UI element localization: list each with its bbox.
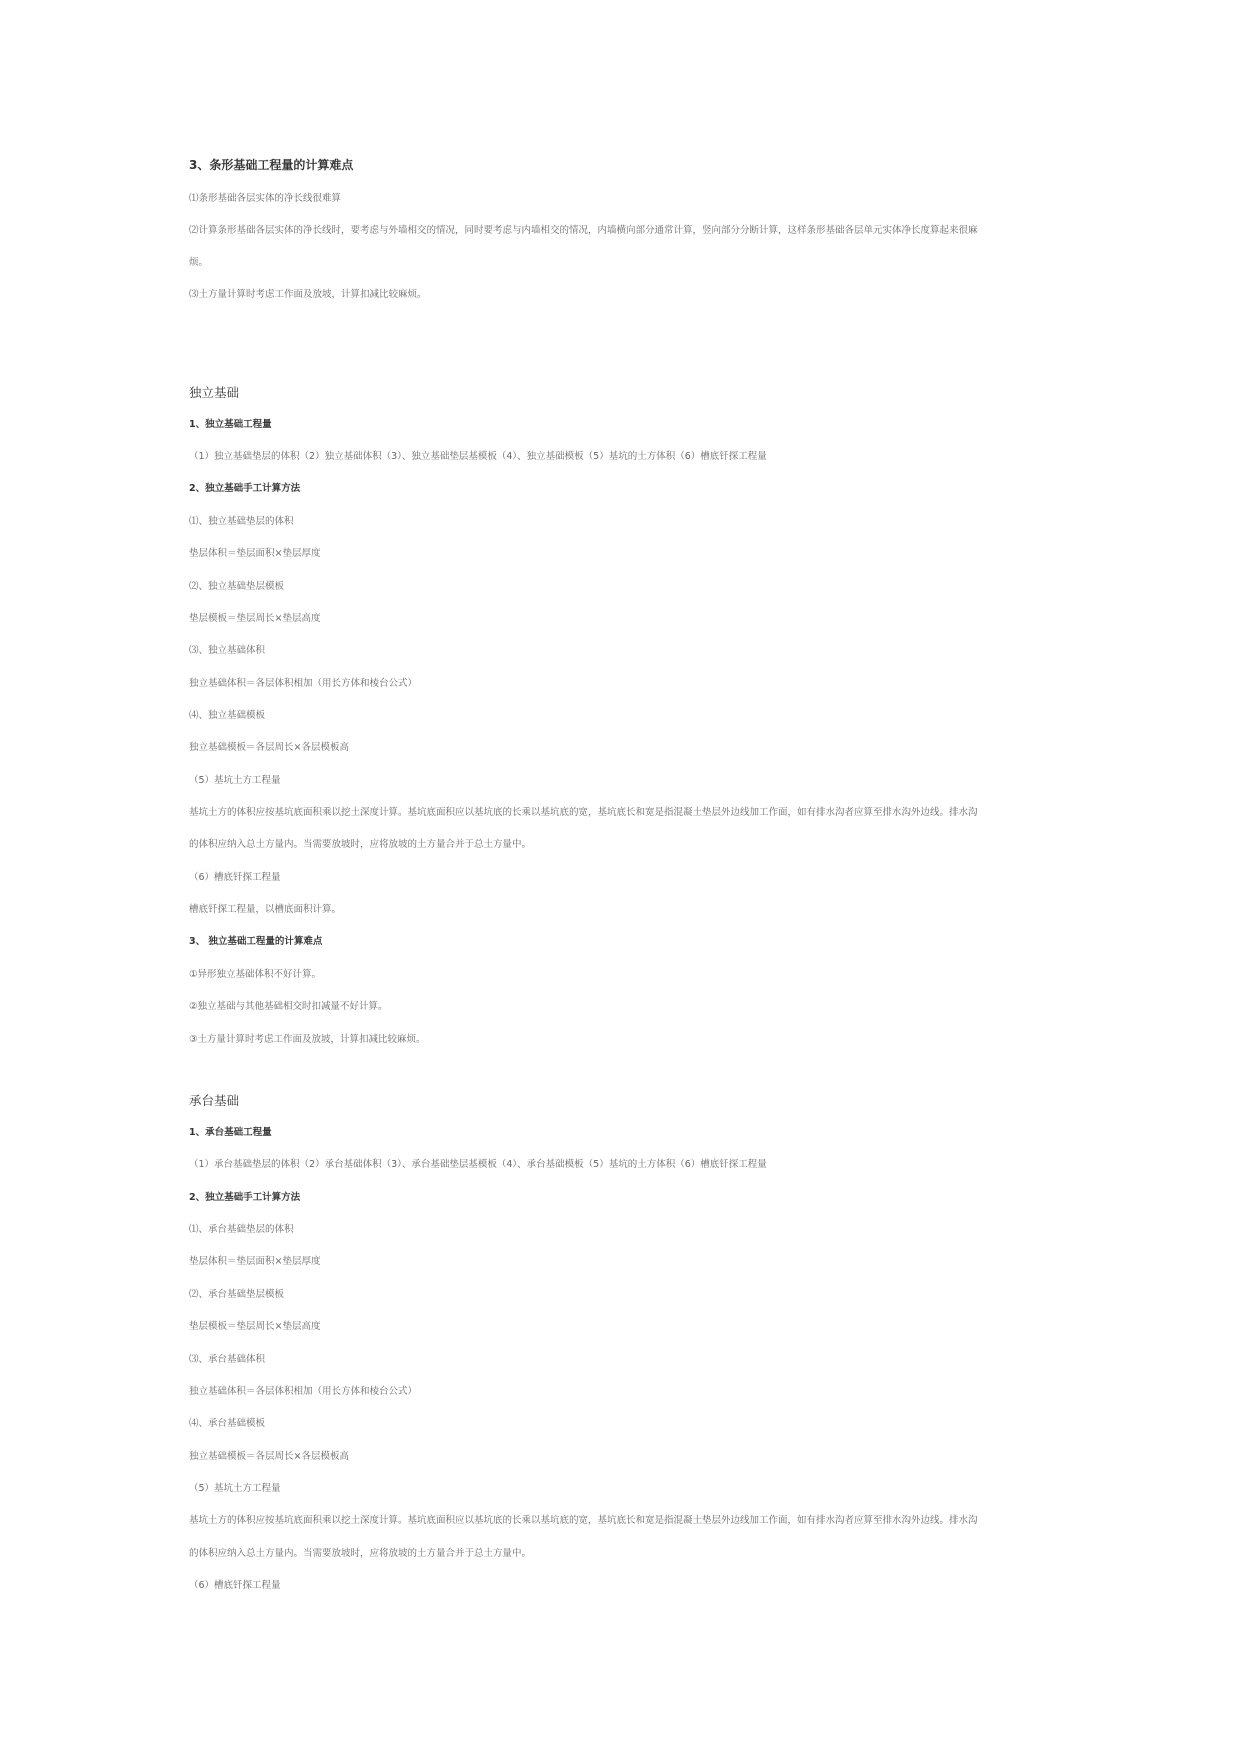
cap-step-1: ⑴、承台基础垫层的体积: [189, 1224, 294, 1235]
independent-step-6-text: 槽底钎探工程量，以槽底面积计算。: [189, 904, 342, 915]
independent-step-3-formula: 独立基础体积＝各层体积相加（用长方体和棱台公式）: [189, 678, 418, 689]
cap-step-6: （6）槽底钎探工程量: [189, 1580, 281, 1591]
independent-method-heading: 2、独立基础手工计算方法: [189, 483, 301, 494]
strip-difficulty-item-1: ⑴条形基础各层实体的净长线很难算: [189, 193, 342, 204]
cap-quantity-items: （1）承台基础垫层的体积（2）承台基础体积（3）、承台基础垫层基模板（4）、承台基础模板（5）基坑的土方体积（6）槽底钎探工程量: [189, 1159, 767, 1170]
independent-step-2-formula: 垫层模板＝垫层周长×垫层高度: [189, 613, 321, 624]
strip-difficulty-heading: 3、条形基础工程量的计算难点: [189, 158, 354, 172]
cap-step-3-formula: 独立基础体积＝各层体积相加（用长方体和棱台公式）: [189, 1386, 418, 1397]
independent-step-5-text-cont: 的体积应纳入总土方量内。当需要放坡时，应将放坡的土方量合并于总土方量中。: [189, 839, 532, 850]
independent-step-4: ⑷、独立基础模板: [189, 710, 266, 721]
independent-step-6: （6）槽底钎探工程量: [189, 872, 281, 883]
independent-quantity-heading: 1、独立基础工程量: [189, 419, 272, 430]
independent-step-5-text: 基坑土方的体积应按基坑底面积乘以挖土深度计算。基坑底面积应以基坑底的长乘以基坑底的宽，基坑底长和宽是指混凝土垫层外边线加工作面，如有排水沟者应算至排水沟外边线。排水沟: [189, 807, 978, 818]
independent-difficulty-2: ②独立基础与其他基础相交时扣减量不好计算。: [189, 1001, 388, 1012]
cap-step-5-text-cont: 的体积应纳入总土方量内。当需要放坡时，应将放坡的土方量合并于总土方量中。: [189, 1548, 532, 1559]
strip-difficulty-item-2-cont: 烦。: [189, 257, 209, 268]
cap-step-4-formula: 独立基础模板＝各层周长×各层模板高: [189, 1451, 349, 1462]
independent-difficulty-1: ①异形独立基础体积不好计算。: [189, 969, 322, 980]
cap-method-heading: 2、独立基础手工计算方法: [189, 1192, 301, 1203]
strip-difficulty-item-2: ⑵计算条形基础各层实体的净长线时，要考虑与外墙相交的情况，同时要考虑与内墙相交的情况，内墙横向部分通常计算，竖向部分分断计算，这样条形基础各层单元实体净长度算起来很麻: [189, 225, 978, 236]
independent-step-1-formula: 垫层体积＝垫层面积×垫层厚度: [189, 548, 321, 559]
cap-step-1-formula: 垫层体积＝垫层面积×垫层厚度: [189, 1256, 321, 1267]
cap-quantity-heading: 1、承台基础工程量: [189, 1127, 272, 1138]
cap-step-5-text: 基坑土方的体积应按基坑底面积乘以挖土深度计算。基坑底面积应以基坑底的长乘以基坑底的宽，基坑底长和宽是指混凝土垫层外边线加工作面，如有排水沟者应算至排水沟外边线。排水沟: [189, 1515, 978, 1526]
cap-step-5: （5）基坑土方工程量: [189, 1483, 281, 1494]
independent-quantity-items: （1）独立基础垫层的体积（2）独立基础体积（3）、独立基础垫层基模板（4）、独立基础模板（5）基坑的土方体积（6）槽底钎探工程量: [189, 451, 767, 462]
independent-step-2: ⑵、独立基础垫层模板: [189, 581, 285, 592]
independent-step-4-formula: 独立基础模板＝各层周长×各层模板高: [189, 742, 349, 753]
cap-step-4: ⑷、承台基础模板: [189, 1418, 266, 1429]
independent-difficulty-3: ③土方量计算时考虑工作面及放坡，计算扣减比较麻烦。: [189, 1034, 426, 1045]
independent-section-title: 独立基础: [189, 385, 240, 400]
independent-step-5: （5）基坑土方工程量: [189, 775, 281, 786]
cap-section-title: 承台基础: [189, 1093, 240, 1108]
cap-step-2: ⑵、承台基础垫层模板: [189, 1289, 285, 1300]
strip-difficulty-item-3: ⑶土方量计算时考虑工作面及放坡，计算扣减比较麻烦。: [189, 289, 427, 300]
independent-difficulty-heading: 3、 独立基础工程量的计算难点: [189, 936, 323, 947]
cap-step-2-formula: 垫层模板＝垫层周长×垫层高度: [189, 1321, 321, 1332]
cap-step-3: ⑶、承台基础体积: [189, 1354, 266, 1365]
independent-step-1: ⑴、独立基础垫层的体积: [189, 516, 294, 527]
independent-step-3: ⑶、独立基础体积: [189, 645, 266, 656]
